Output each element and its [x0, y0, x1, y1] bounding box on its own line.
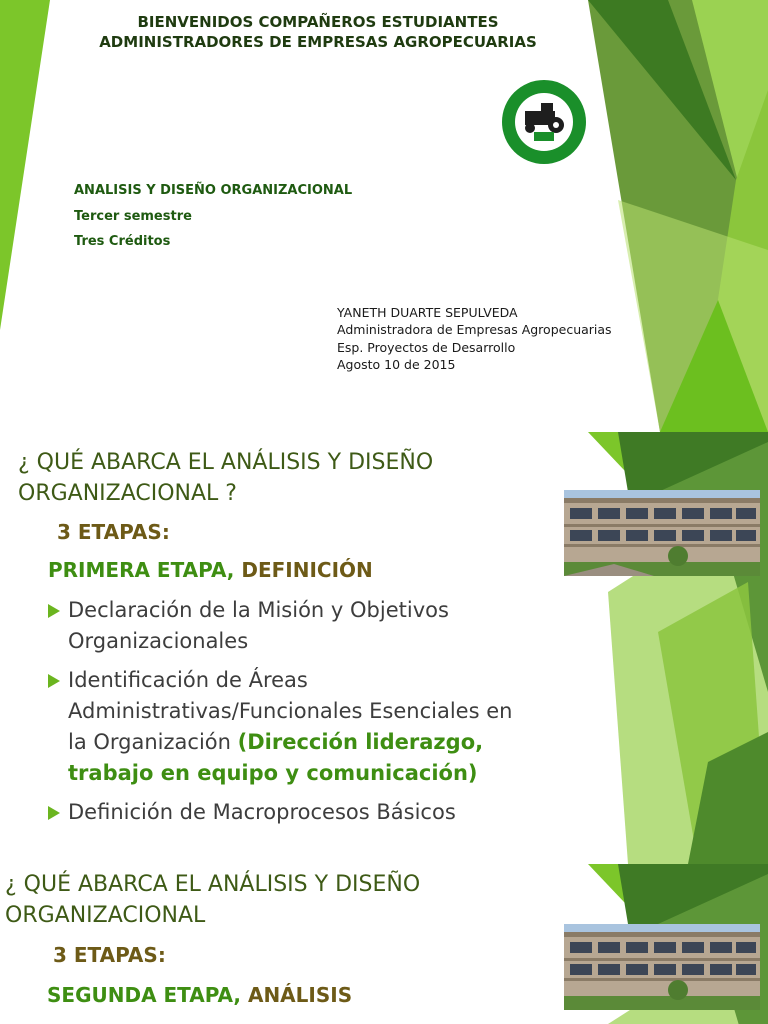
bullet-macroprocesses	[48, 797, 568, 828]
presenter-name: YANETH DUARTE SEPULVEDA	[337, 305, 518, 320]
bullet-arrow-icon	[48, 806, 60, 820]
bullet-line-2: Organizacionales	[68, 629, 249, 653]
heading-line-2: ORGANIZACIONAL	[5, 903, 206, 928]
bullet-line-4-highlight: trabajo en equipo y comunicación)	[68, 761, 478, 785]
course-semester: Tercer semestre	[74, 209, 192, 224]
stage-keyword: DEFINICIÓN	[241, 558, 373, 582]
stage-title	[48, 558, 373, 582]
bullet-line-3-highlight: (Dirección liderazgo,	[237, 730, 484, 754]
bullet-line-2: Administrativas/Funcionales Esenciales en	[68, 699, 513, 723]
heading-line-1: ¿ QUÉ ABARCA EL ANÁLISIS Y DISEÑO	[18, 450, 434, 475]
slide-1-title	[0, 0, 768, 432]
etapas-label: 3 ETAPAS:	[53, 943, 166, 967]
bullet-line-1: Definición de Macroprocesos Básicos	[68, 800, 456, 824]
presenter-profession: Administradora de Empresas Agropecuarias	[337, 322, 612, 337]
presentation-date: Agosto 10 de 2015	[337, 357, 456, 372]
slide-2-heading	[18, 447, 433, 509]
stage-prefix: SEGUNDA ETAPA,	[47, 983, 248, 1007]
bullet-line-3-text: la Organización	[68, 730, 238, 754]
aea-logo	[501, 79, 587, 165]
welcome-title-line-1: BIENVENIDOS COMPAÑEROS ESTUDIANTES	[137, 13, 499, 31]
course-name: ANALISIS Y DISEÑO ORGANIZACIONAL	[74, 183, 353, 198]
building-photo	[564, 924, 760, 1010]
welcome-title-line-2: ADMINISTRADORES DE EMPRESAS AGROPECUARIAS	[99, 33, 537, 51]
bullet-arrow-icon	[48, 674, 60, 688]
green-decoration	[588, 0, 768, 432]
left-green-triangle	[0, 0, 60, 432]
slide-3-heading	[5, 869, 420, 931]
bullet-text	[48, 665, 568, 789]
etapas-label: 3 ETAPAS:	[57, 520, 170, 544]
bullet-text	[48, 595, 568, 657]
building-photo	[564, 490, 760, 576]
stage-prefix: PRIMERA ETAPA,	[48, 558, 242, 582]
course-credits: Tres Créditos	[74, 234, 171, 249]
slide-2-first-stage	[0, 432, 768, 864]
slide-3-second-stage	[0, 864, 768, 1024]
bullet-text	[48, 797, 568, 828]
stage-title	[47, 983, 352, 1007]
welcome-title	[0, 12, 636, 52]
stage-keyword: ANÁLISIS	[247, 983, 353, 1007]
heading-line-2: ORGANIZACIONAL ?	[18, 481, 237, 506]
presenter-specialization: Esp. Proyectos de Desarrollo	[337, 340, 516, 355]
bullet-arrow-icon	[48, 604, 60, 618]
bullet-mission-objectives	[48, 595, 568, 657]
heading-line-1: ¿ QUÉ ABARCA EL ANÁLISIS Y DISEÑO	[5, 872, 421, 897]
bullet-line-1: Identificación de Áreas	[68, 668, 308, 692]
bullet-functional-areas	[48, 665, 568, 789]
bullet-line-1: Declaración de la Misión y Objetivos	[68, 598, 449, 622]
